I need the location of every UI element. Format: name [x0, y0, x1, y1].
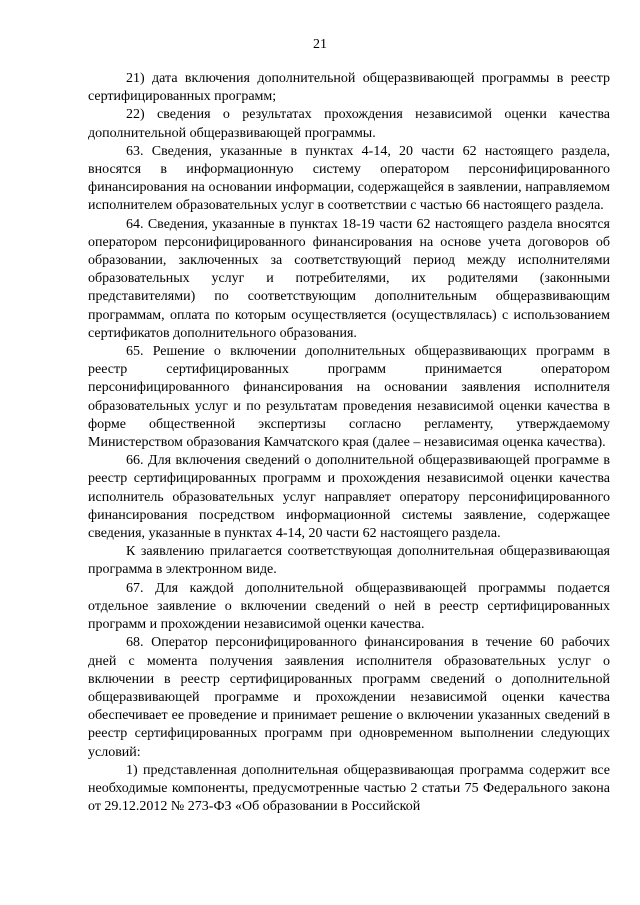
paragraph-65: 65. Решение о включении дополнительных общеразвивающих программ в реестр сертифицированных программ принимается оператором персонифицированного финансирования на основании заявления исполнителя образовательных услуг и по результатам проведения независимой оценки качества в форме общественной экспертизы согласно регламенту, утверждаемому Министерством образования Камчатского края (далее – независимая оценка качества). [88, 344, 610, 451]
document-body [88, 70, 610, 816]
paragraph-68-item-1: 1) представленная дополнительная общеразвивающая программа содержит все необходимые компоненты, предусмотренные частью 2 статьи 75 Федерального закона от 29.12.2012 № 273-ФЗ «Об образовании в Российской [88, 762, 610, 815]
paragraph-66-attachment: К заявлению прилагается соответствующая дополнительная общеразвивающая программа в электронном виде. [88, 544, 610, 578]
paragraph-68: 68. Оператор персонифицированного финансирования в течение 60 рабочих дней с момента получения заявления исполнителя образовательных услуг о включении в реестр сертифицированных программ сведений о дополнительной общеразвивающей программе и прохождении независимой оценки качества обеспечивает ее проведение и принимает решение о включении указанных сведений в реестр сертифицированных программ при одновременном выполнении следующих условий: [88, 635, 610, 760]
paragraph-item-22: 22) сведения о результатах прохождения независимой оценки качества дополнительной общеразвивающей программы. [88, 107, 610, 141]
paragraph-66: 66. Для включения сведений о дополнительной общеразвивающей программе в реестр сертифицированных программ и прохождения независимой оценки качества исполнитель образовательных услуг направляет оператору персонифицированного финансирования посредством информационной системы заявление, содержащее сведения, указанные в пунктах 4-14, 20 части 62 настоящего раздела. [88, 453, 610, 542]
paragraph-64: 64. Сведения, указанные в пунктах 18-19 части 62 настоящего раздела вносятся оператором персонифицированного финансирования на основе учета договоров об образовании, заключенных за соответствующий период между исполнителями образовательных услуг и потребителями, их родителями (законными представителями) по соответствующим дополнительным общеразвивающим программам, оплата по которым осуществляется (осуществлялась) с использованием сертификатов дополнительного образования. [88, 216, 610, 341]
paragraph-item-21: 21) дата включения дополнительной общеразвивающей программы в реестр сертифицированных программ; [88, 71, 610, 105]
paragraph-67: 67. Для каждой дополнительной общеразвивающей программы подается отдельное заявление о включении сведений о ней в реестр сертифицированных программ и прохождении независимой оценки качества. [88, 580, 610, 633]
paragraph-63: 63. Сведения, указанные в пунктах 4-14, 20 части 62 настоящего раздела, вносятся в информационную систему оператором персонифицированного финансирования на основании информации, содержащейся в заявлении, направляемом исполнителем образовательных услуг в соответствии с частью 66 настоящего раздела. [88, 143, 610, 214]
page-number: 21 [313, 37, 327, 52]
